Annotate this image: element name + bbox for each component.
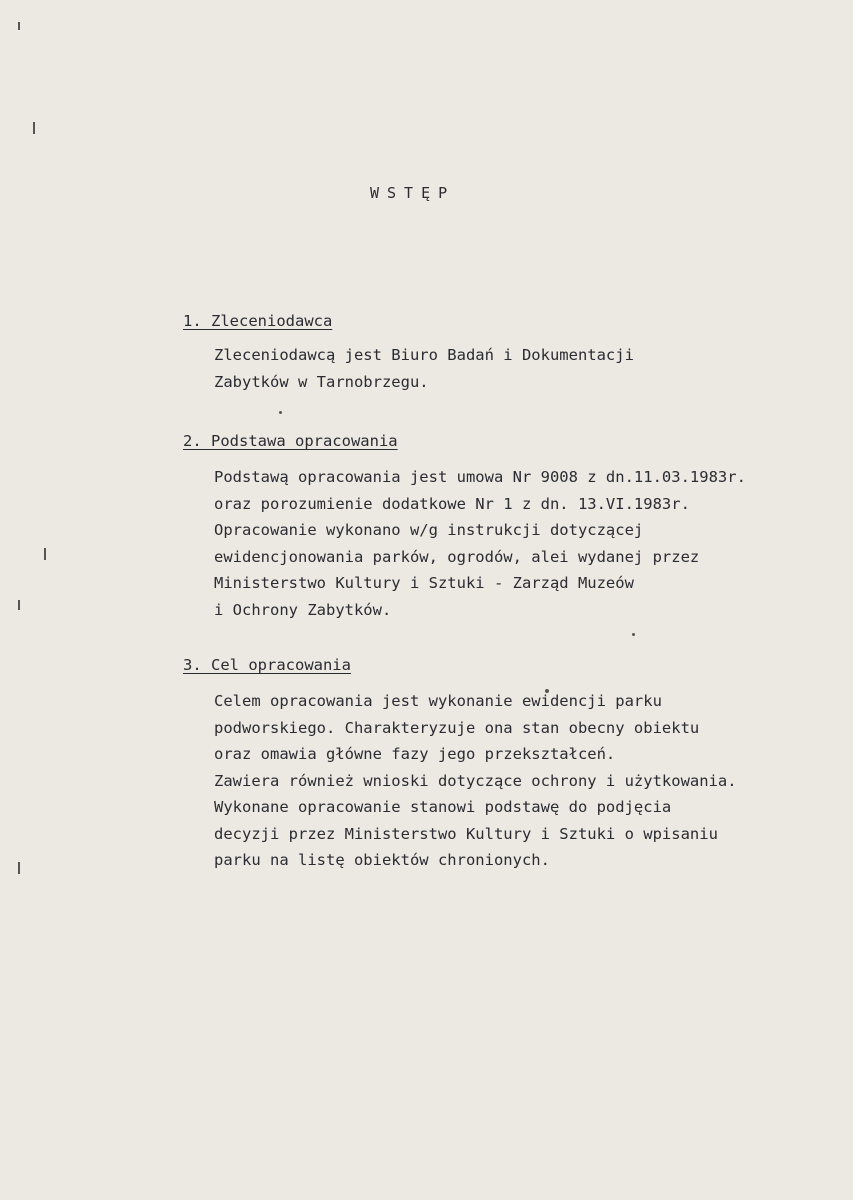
text-line: parku na listę obiektów chronionych. bbox=[214, 851, 550, 869]
text-line: ewidencjonowania parków, ogrodów, alei wydanej przez bbox=[214, 547, 700, 566]
section-heading-cel: 3. Cel opracowania bbox=[183, 656, 351, 674]
document-title: WSTĘP bbox=[370, 184, 456, 202]
text-line: i Ochrony Zabytków. bbox=[214, 600, 392, 619]
scan-edge-mark bbox=[18, 862, 20, 874]
text-line: Celem opracowania jest wykonanie ewidencji parku bbox=[214, 692, 662, 710]
section-body-podstawa bbox=[214, 464, 746, 623]
scan-edge-mark bbox=[18, 22, 20, 30]
section-body-cel bbox=[214, 688, 737, 874]
scan-speck bbox=[279, 411, 282, 414]
text-line: Ministerstwo Kultury i Sztuki - Zarząd Muzeów bbox=[214, 574, 634, 592]
text-line: Zawiera również wnioski dotyczące ochrony i użytkowania. bbox=[214, 771, 737, 790]
text-line: podworskiego. Charakteryzuje ona stan obecny obiektu bbox=[214, 718, 700, 737]
text-line: oraz omawia główne fazy jego przekształceń. bbox=[214, 745, 616, 763]
text-line: Opracowanie wykonano w/g instrukcji dotyczącej bbox=[214, 521, 644, 539]
text-line: Zabytków w Tarnobrzegu. bbox=[214, 372, 429, 391]
scan-edge-mark bbox=[44, 548, 46, 560]
text-line: Wykonane opracowanie stanowi podstawę do podjęcia bbox=[214, 798, 672, 816]
section-heading-zleceniodawca: 1. Zleceniodawca bbox=[183, 312, 333, 330]
scan-edge-mark bbox=[18, 600, 20, 610]
scan-speck bbox=[632, 633, 635, 636]
text-line: decyzji przez Ministerstwo Kultury i Sztuki o wpisaniu bbox=[214, 824, 718, 843]
text-line: Podstawą opracowania jest umowa Nr 9008 z dn.11.03.1983r. bbox=[214, 468, 746, 486]
scan-edge-mark bbox=[33, 122, 35, 134]
text-line: Zleceniodawcą jest Biuro Badań i Dokumentacji bbox=[214, 346, 634, 364]
section-body-zleceniodawca bbox=[214, 342, 634, 395]
section-heading-podstawa: 2. Podstawa opracowania bbox=[183, 432, 398, 450]
text-line: oraz porozumienie dodatkowe Nr 1 z dn. 13.VI.1983r. bbox=[214, 494, 690, 513]
